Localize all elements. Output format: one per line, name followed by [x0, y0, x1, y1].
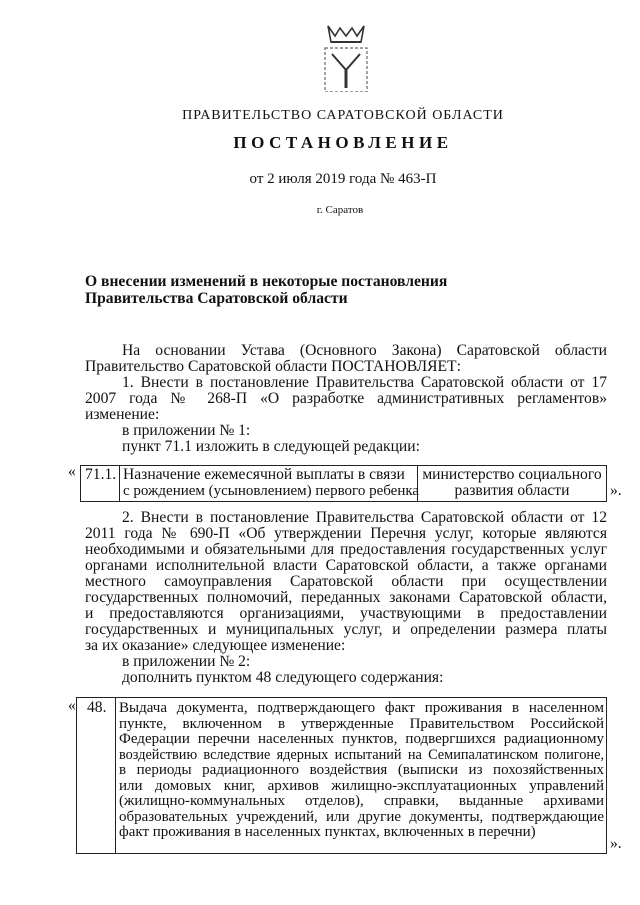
body-line: государственных и муниципальных услуг, и определении размера платы: [85, 622, 607, 638]
document-type: ПОСТАНОВЛЕНИЕ: [233, 133, 453, 152]
body-line: необходимыми и обязательными для предоставления государственных услуг: [85, 542, 607, 558]
body-line: в приложении № 2:: [122, 653, 251, 670]
open-quote: «: [68, 463, 76, 480]
amendment-table-1: [80, 465, 607, 502]
description-line: в периоды радиационного воздействия (выписки из похозяйственных: [119, 763, 604, 778]
document-title-line: Правительства Саратовской области: [85, 290, 348, 307]
description-line: Выдача документа, подтверждающего факт проживания в населенном: [119, 701, 604, 716]
date-and-number: от 2 июля 2019 года № 463-П: [249, 171, 437, 187]
body-line: 1. Внести в постановление Правительства Саратовской области от 17: [122, 375, 607, 391]
close-quote: ».: [610, 482, 622, 499]
government-name: ПРАВИТЕЛЬСТВО САРАТОВСКОЙ ОБЛАСТИ: [182, 108, 504, 123]
body-line: 2. Внести в постановление Правительства Саратовской области от 12: [122, 510, 607, 526]
description-line: воздействию вследствие ядерных испытаний на Семипалатинском полигоне,: [119, 747, 604, 763]
close-quote: ».: [610, 835, 622, 852]
body-line: пункт 71.1 изложить в следующей редакции:: [122, 438, 420, 455]
authority-line: министерство социального: [422, 466, 602, 483]
item-number: 48.: [87, 699, 107, 716]
description-line: факт проживания в населенных пунктах, включенных в перечни): [119, 825, 536, 840]
body-line: местного самоуправления Саратовской области при осуществлении: [85, 574, 607, 590]
description-line: образовательных учреждений, или другие документы, подтверждающие: [119, 809, 604, 825]
description-line: или домовых книг, архивов жилищно-эксплуатационных управлений: [119, 778, 604, 794]
body-line: государственных полномочий, переданных законами Саратовской области,: [85, 590, 607, 606]
body-line: На основании Устава (Основного Закона) Саратовской области: [122, 343, 607, 359]
document-title-line: О внесении изменений в некоторые постановления: [85, 273, 448, 290]
body-line: органами исполнительной власти Саратовской области, а также органами: [85, 558, 607, 574]
authority-line: развития области: [454, 482, 570, 499]
body-line: и предоставляются организациями, участвующими в предоставлении: [85, 606, 607, 622]
body-line: изменение:: [85, 406, 160, 423]
amendment-table-2: [76, 697, 607, 854]
description-line: пункте, включенном в утвержденные Правительством Российской: [119, 716, 604, 732]
body-line: дополнить пунктом 48 следующего содержания:: [122, 669, 444, 686]
description-line: Федерации перечни населенных пунктов, подвергшихся радиационному: [119, 732, 604, 747]
item-number: 71.1.: [85, 466, 117, 483]
service-description: [119, 701, 604, 841]
body-line: 2011 года № 690-П «Об утверждении Перечня услуг, которые являются: [85, 526, 607, 542]
body-line: в приложении № 1:: [122, 422, 251, 439]
description-line: (жилищно-коммунальных отделов), справки, выданные архивами: [119, 794, 604, 809]
coat-of-arms-emblem: [318, 18, 374, 92]
body-line: за их оказание» следующее изменение:: [85, 637, 346, 654]
body-line: Правительство Саратовской области ПОСТАНОВЛЯЕТ:: [85, 358, 461, 375]
service-name-line: Назначение ежемесячной выплаты в связи: [123, 466, 405, 483]
open-quote: «: [68, 697, 76, 714]
city: г. Саратов: [316, 204, 364, 216]
service-name-line: с рождением (усыновлением) первого ребенка: [123, 483, 420, 499]
body-line: 2007 года № 268-П «О разработке административных регламентов»: [85, 391, 607, 407]
